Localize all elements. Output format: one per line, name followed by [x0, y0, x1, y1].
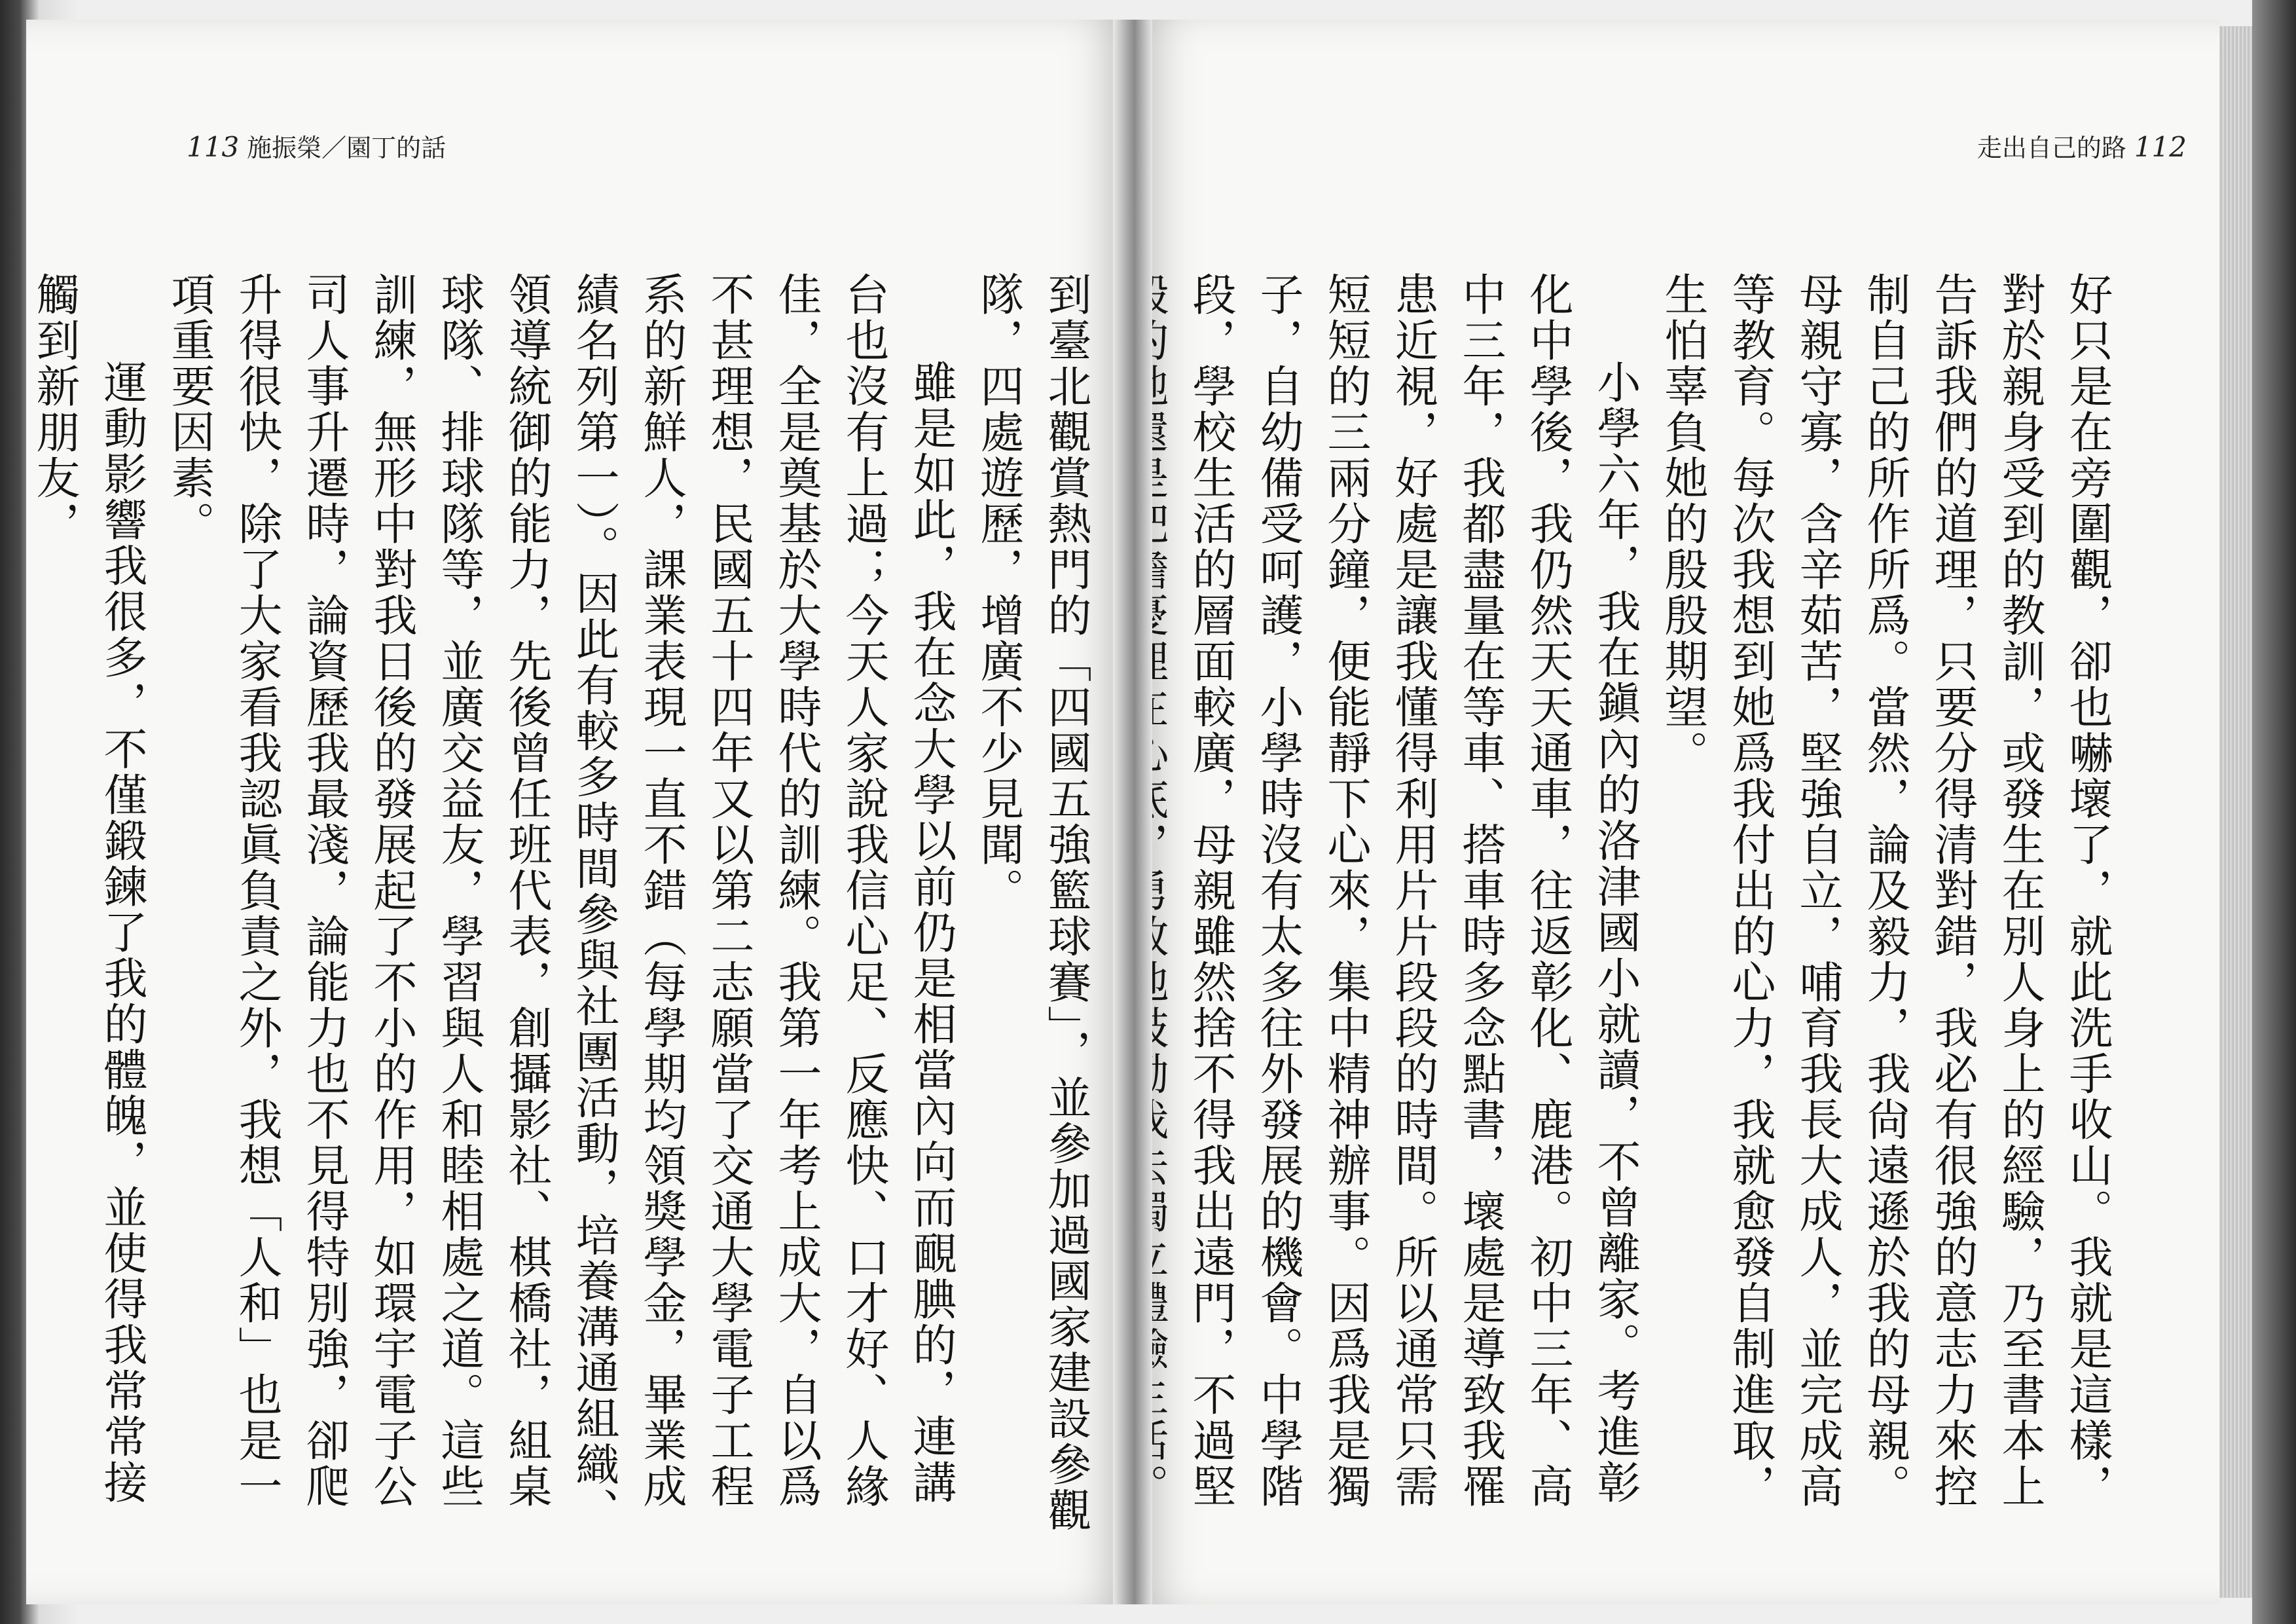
right-running-head [1969, 128, 2187, 164]
book-gutter [1113, 20, 1152, 1604]
right-page-number: 112 [2134, 131, 2187, 163]
left-paragraph-1: 到臺北觀賞熱門的「四國五強籃球賽」，並參加過國家建設參觀隊，四處遊歷，增廣不少見聞。 [974, 272, 1092, 1534]
right-paragraph-1: 好只是在旁圍觀，卻也嚇壞了，就此洗手收山。我就是這樣，對於親身受到的教訓，或發生在別人身上的經驗，乃至書本上告訴我們的道理，只要分得清對錯，我必有很強的意志力來控制自己的所作所爲。當然，論及毅力，我尙遠遜於我的母親。母親守寡，含辛茹苦，堅強自立，哺育我長大成人，並完成高等教育。每次我想到她爲我付出的心力，我就愈發自制進取，生怕辜負她的殷殷期望。 [1658, 272, 2113, 1509]
left-running-head [187, 128, 454, 164]
right-page-body [1186, 272, 2121, 1549]
left-paragraph-3: 運動影響我很多，不僅鍛鍊了我的體魄，並使得我常常接觸到新朋友， [29, 272, 148, 1505]
left-running-head-title: 施振榮／園丁的話 [247, 134, 446, 162]
left-paragraph-2: 雖是如此，我在念大學以前仍是相當內向而靦腆的，連講台也沒有上過；今天人家說我信心足、反應快、口才好、人緣佳，全是奠基於大學時代的訓練。我第一年考上成大，自以爲不甚理想，民國五十四年又以第二志願當了交通大學電子工程系的新鮮人，課業表現一直不錯（每學期均領獎學金，畢業成績名列第一）。因此有較多時間參與社團活動，培養溝通組織、領導統御的能力，先後曾任班代表，創攝影社、棋橋社，組桌球隊、排球隊等，並廣交益友，學習與人和睦相處之道。這些訓練，無形中對我日後的發展起了不小的作用，如環宇電子公司人事升遷時，論資歷我最淺，論能力也不見得特別強，卻爬升得很快，除了大家看我認眞負責之外，我想「人和」也是一項重要因素。 [164, 272, 957, 1534]
book-cover-edge [2252, 0, 2296, 1624]
left-page-body [29, 272, 1100, 1549]
right-page [1133, 20, 2219, 1604]
left-page [26, 20, 1133, 1604]
right-paragraph-2: 小學六年，我在鎭內的洛津國小就讀，不曾離家。考進彰化中學後，我仍然天天通車，往返彰化、鹿港。初中三年、高中三年，我都盡量在等車、搭車時多念點書，壞處是導致我罹患近視，好處是讓我懂得利用片片段段的時間。所以通常只需短短的三兩分鐘，便能靜下心來，集中精神辦事。因爲我是獨子，自幼備受呵護，小學時沒有太多往外發展的機會。中學階段，學校生活的層面較廣，母親雖然捨不得我出遠門，不過堅 [1186, 272, 1641, 1509]
right-running-head-title: 走出自己的路 [1977, 134, 2126, 162]
left-page-number: 113 [187, 131, 240, 163]
